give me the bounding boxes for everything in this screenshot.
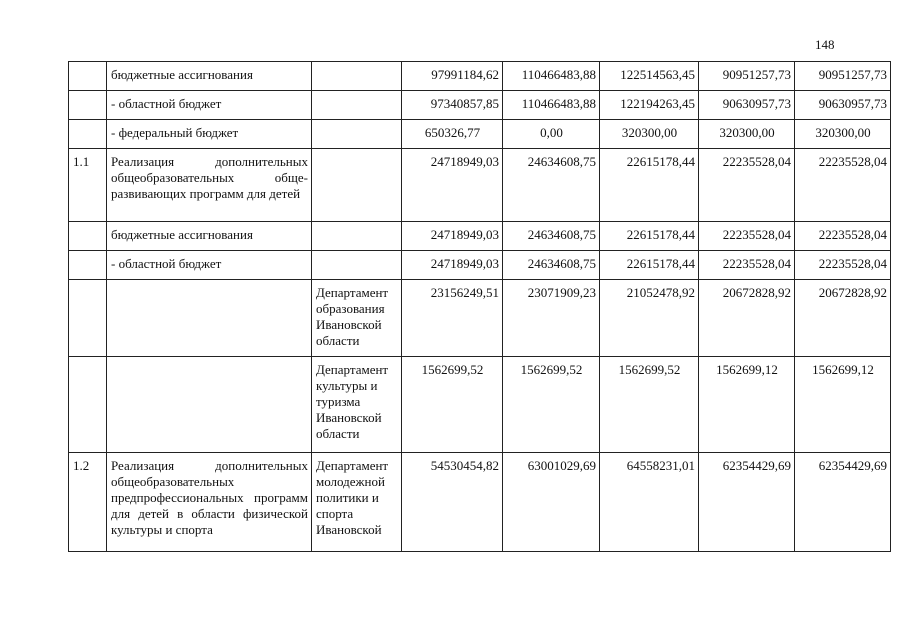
value-cell: 22615178,44 xyxy=(600,251,699,280)
value-cell: 1562699,52 xyxy=(402,357,503,453)
row-code xyxy=(69,62,107,91)
row-executor: Департамент образования Ивановской области xyxy=(312,280,402,357)
row-code xyxy=(69,251,107,280)
value-cell: 1562699,52 xyxy=(600,357,699,453)
table-row xyxy=(69,357,891,453)
value-cell: 90630957,73 xyxy=(699,91,795,120)
value-cell: 90630957,73 xyxy=(795,91,891,120)
row-executor xyxy=(312,149,402,222)
table-row xyxy=(69,120,891,149)
value-cell: 20672828,92 xyxy=(699,280,795,357)
value-cell: 320300,00 xyxy=(699,120,795,149)
table-row xyxy=(69,149,891,222)
value-cell: 63001029,69 xyxy=(503,453,600,552)
value-cell: 23071909,23 xyxy=(503,280,600,357)
row-code xyxy=(69,357,107,453)
table-row xyxy=(69,280,891,357)
value-cell: 24634608,75 xyxy=(503,222,600,251)
table-row xyxy=(69,62,891,91)
value-cell: 22615178,44 xyxy=(600,149,699,222)
row-executor: Департамент молодежной политики и спорта Ивановской xyxy=(312,453,402,552)
row-executor xyxy=(312,91,402,120)
value-cell: 122514563,45 xyxy=(600,62,699,91)
value-cell: 22235528,04 xyxy=(699,149,795,222)
value-cell: 320300,00 xyxy=(795,120,891,149)
budget-table xyxy=(68,61,891,552)
row-executor xyxy=(312,62,402,91)
value-cell: 122194263,45 xyxy=(600,91,699,120)
value-cell: 90951257,73 xyxy=(699,62,795,91)
row-code xyxy=(69,280,107,357)
value-cell: 320300,00 xyxy=(600,120,699,149)
row-name xyxy=(107,280,312,357)
value-cell: 22615178,44 xyxy=(600,222,699,251)
table-row xyxy=(69,222,891,251)
row-name: Реализация дополнительных общеобразовательных предпрофессиональных программ для детей в области физической культуры и спорта xyxy=(107,453,312,552)
value-cell: 97340857,85 xyxy=(402,91,503,120)
value-cell: 650326,77 xyxy=(402,120,503,149)
value-cell: 24718949,03 xyxy=(402,149,503,222)
value-cell: 24634608,75 xyxy=(503,251,600,280)
row-name: бюджетные ассигнования xyxy=(107,62,312,91)
row-name: бюджетные ассигнования xyxy=(107,222,312,251)
value-cell: 21052478,92 xyxy=(600,280,699,357)
value-cell: 54530454,82 xyxy=(402,453,503,552)
row-code xyxy=(69,222,107,251)
value-cell: 24718949,03 xyxy=(402,222,503,251)
row-executor xyxy=(312,222,402,251)
value-cell: 64558231,01 xyxy=(600,453,699,552)
row-executor: Департамент культуры и туризма Ивановской области xyxy=(312,357,402,453)
table-row xyxy=(69,91,891,120)
page-number: 148 xyxy=(815,37,835,52)
value-cell: 22235528,04 xyxy=(795,149,891,222)
row-code: 1.1 xyxy=(69,149,107,222)
value-cell: 1562699,12 xyxy=(795,357,891,453)
row-executor xyxy=(312,120,402,149)
row-executor xyxy=(312,251,402,280)
value-cell: 1562699,52 xyxy=(503,357,600,453)
value-cell: 62354429,69 xyxy=(699,453,795,552)
value-cell: 22235528,04 xyxy=(795,222,891,251)
value-cell: 23156249,51 xyxy=(402,280,503,357)
row-code xyxy=(69,120,107,149)
row-name: Реализация дополнительных общеобразовательных обще-развивающих программ для детей xyxy=(107,149,312,222)
value-cell: 24718949,03 xyxy=(402,251,503,280)
value-cell: 22235528,04 xyxy=(699,251,795,280)
value-cell: 97991184,62 xyxy=(402,62,503,91)
table-row xyxy=(69,251,891,280)
row-code: 1.2 xyxy=(69,453,107,552)
row-name xyxy=(107,357,312,453)
value-cell: 62354429,69 xyxy=(795,453,891,552)
value-cell: 90951257,73 xyxy=(795,62,891,91)
value-cell: 110466483,88 xyxy=(503,91,600,120)
row-name: - областной бюджет xyxy=(107,251,312,280)
row-code xyxy=(69,91,107,120)
value-cell: 1562699,12 xyxy=(699,357,795,453)
row-name: - областной бюджет xyxy=(107,91,312,120)
value-cell: 22235528,04 xyxy=(795,251,891,280)
value-cell: 24634608,75 xyxy=(503,149,600,222)
value-cell: 110466483,88 xyxy=(503,62,600,91)
row-name: - федеральный бюджет xyxy=(107,120,312,149)
value-cell: 20672828,92 xyxy=(795,280,891,357)
table-row xyxy=(69,453,891,552)
value-cell: 22235528,04 xyxy=(699,222,795,251)
value-cell: 0,00 xyxy=(503,120,600,149)
